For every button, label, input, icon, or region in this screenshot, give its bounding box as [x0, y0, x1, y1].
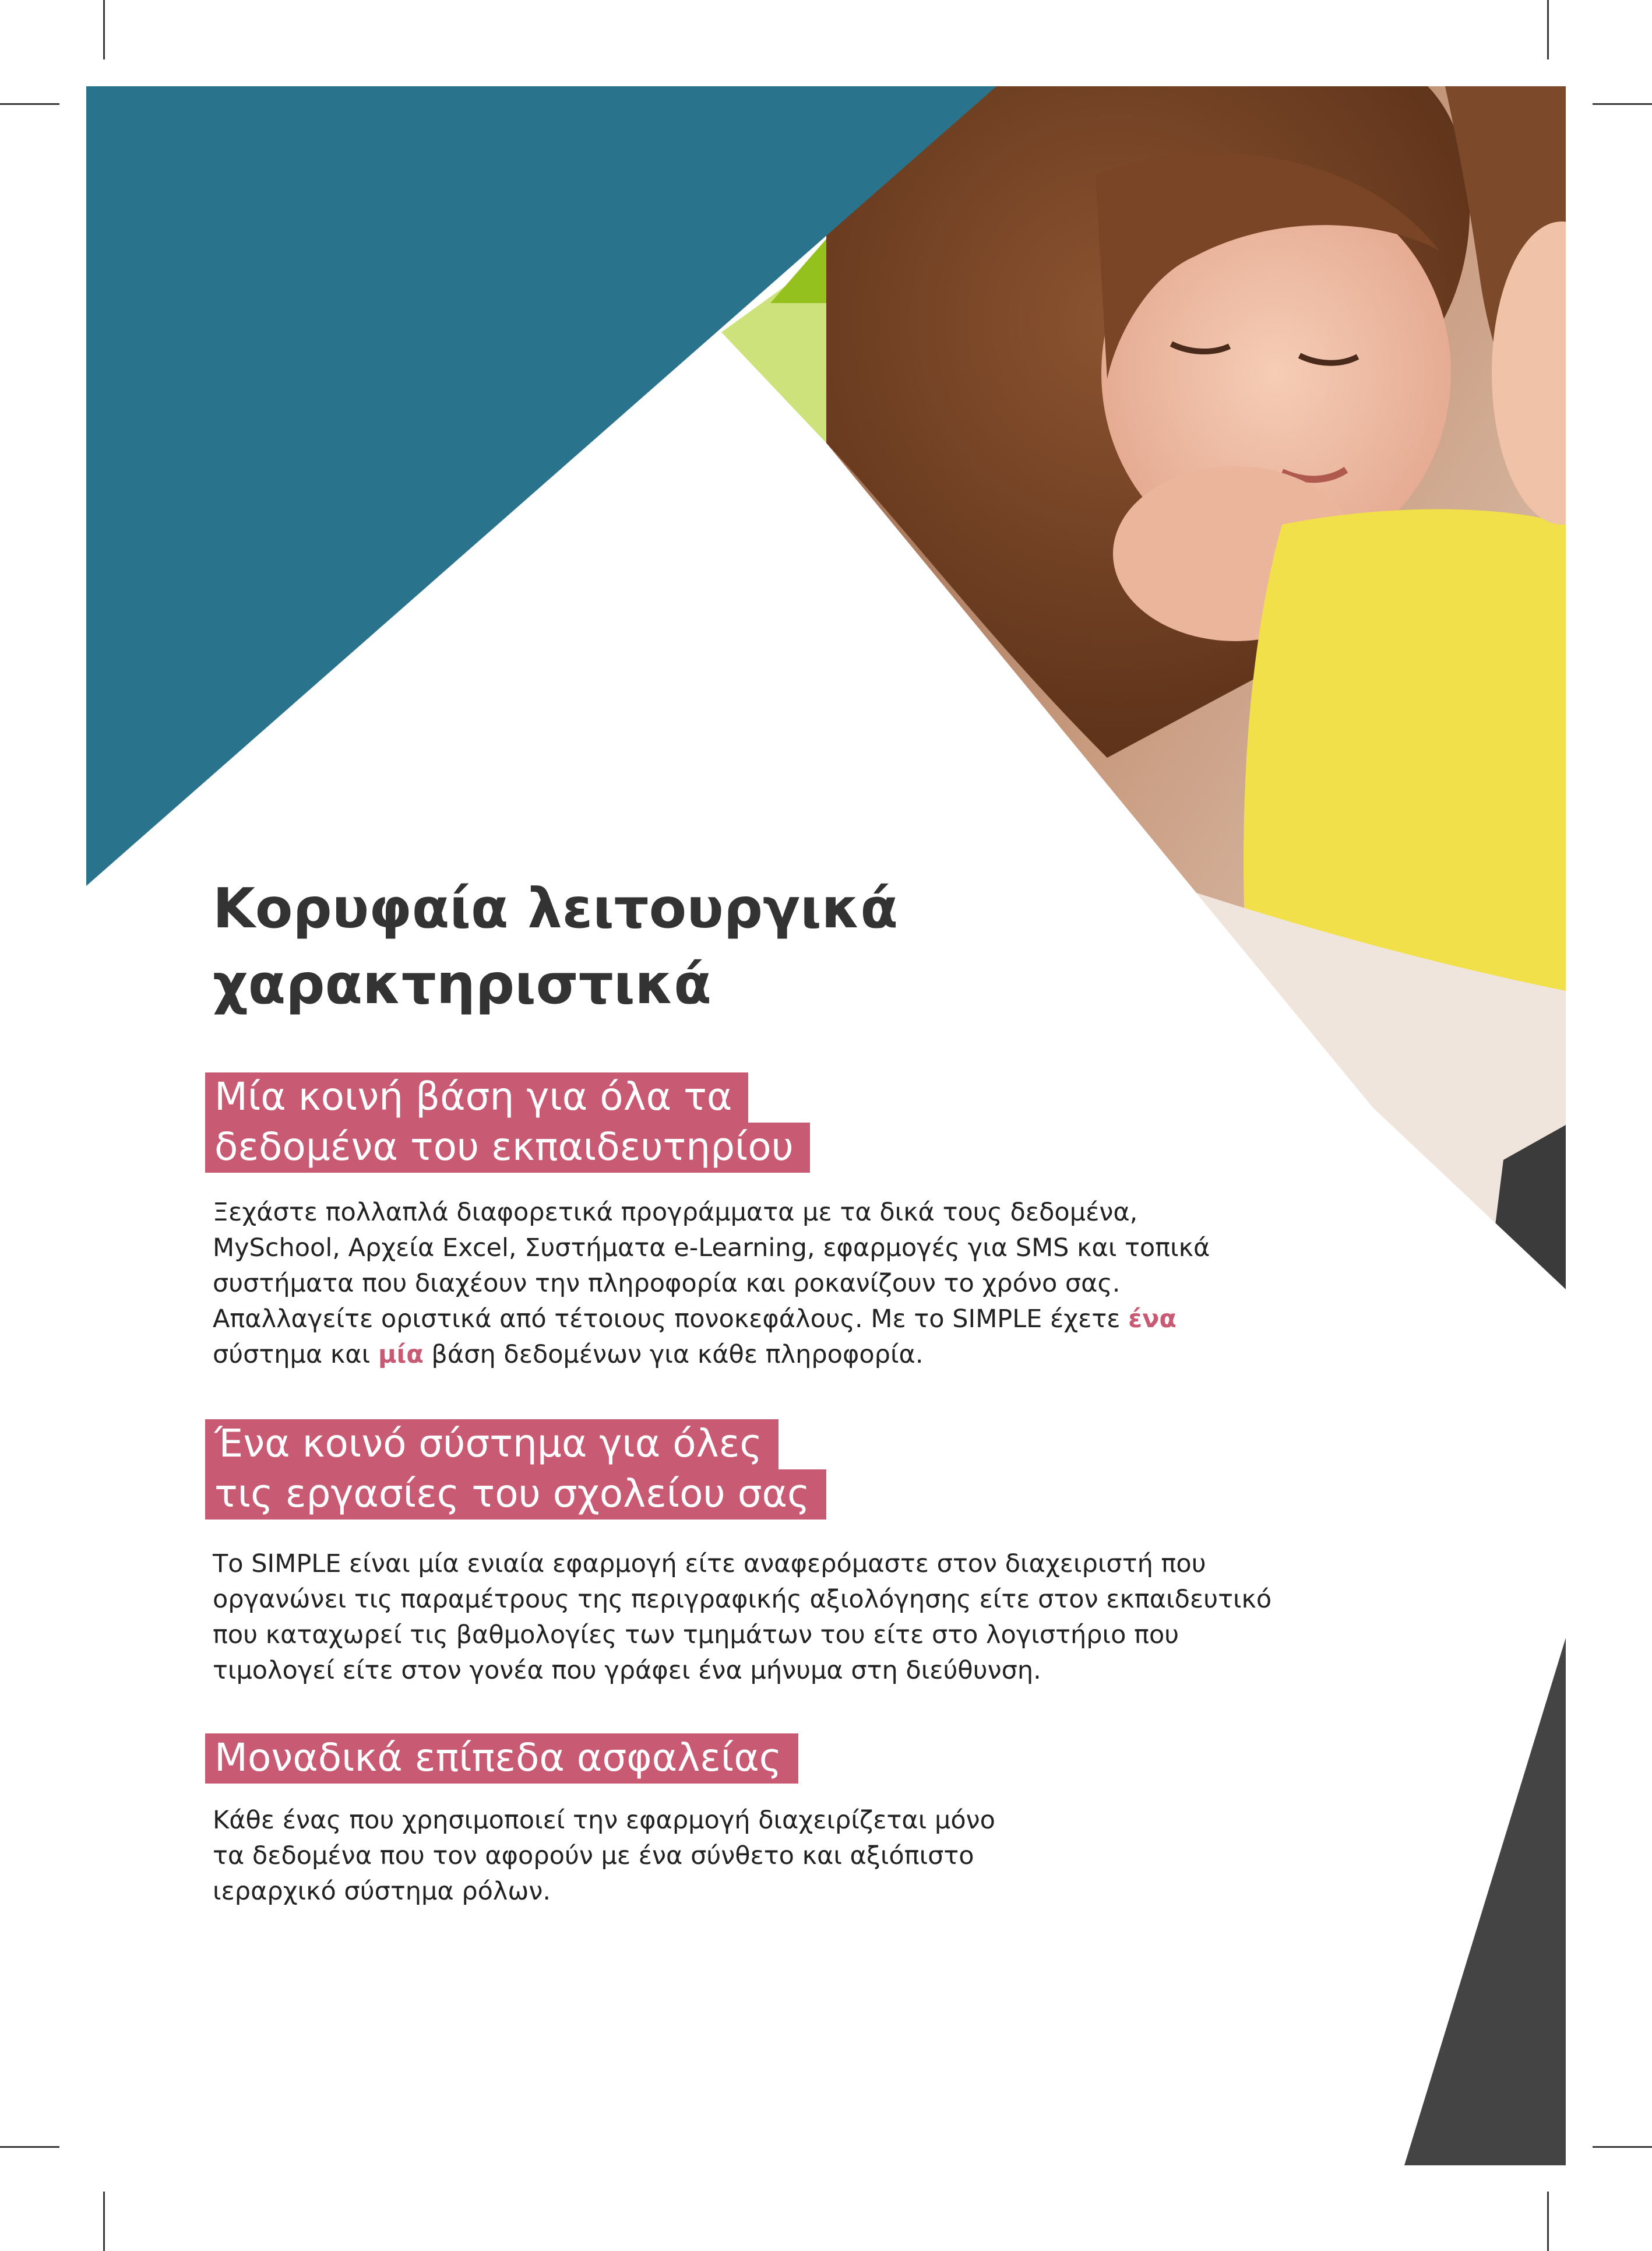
section-heading-shared-database [205, 1072, 810, 1173]
section-heading-security-levels [205, 1733, 798, 1784]
section-body-security-levels [213, 1803, 995, 1909]
dark-triangle [1404, 1638, 1566, 2165]
body-line: συστήματα που διαχέουν την πληροφορία και ροκανίζουν το χρόνο σας. [213, 1269, 1121, 1298]
body-line: Το SIMPLE είναι μία ενιαία εφαρμογή είτε αναφερόμαστε στον διαχειριστή που [213, 1549, 1206, 1578]
section-heading-line: δεδομένα του εκπαιδευτηρίου [205, 1123, 810, 1173]
page-title-line-2: χαρακτηριστικά [213, 953, 711, 1017]
body-line [213, 1302, 1210, 1337]
section-body-shared-system [213, 1546, 1271, 1689]
body-line: ιεραρχικό σύστημα ρόλων. [213, 1877, 551, 1906]
page-title-line-1: Κορυφαία λειτουργικά [213, 877, 899, 941]
section-heading-line: τις εργασίες του σχολείου σας [205, 1469, 826, 1520]
body-line: Κάθε ένας που χρησιμοποιεί την εφαρμογή διαχειρίζεται μόνο [213, 1806, 995, 1835]
body-line: MySchool, Αρχεία Excel, Συστήματα e-Learning, εφαρμογές για SMS και τοπικά [213, 1233, 1210, 1262]
section-heading-line: Ένα κοινό σύστημα για όλες [205, 1419, 779, 1469]
body-line: οργανώνει τις παραμέτρους της περιγραφικής αξιολόγησης είτε στον εκπαιδευτικό [213, 1585, 1272, 1614]
section-heading-line: Μοναδικά επίπεδα ασφαλείας [205, 1733, 798, 1784]
children-reading-photo [826, 86, 1632, 1289]
body-text-segment: Απαλλαγείτε οριστικά από τέτοιους πονοκεφάλους. Με το SIMPLE έχετε [213, 1304, 1129, 1334]
body-line: Ξεχάστε πολλαπλά διαφορετικά προγράμματα με τα δικά τους δεδομένα, [213, 1198, 1138, 1227]
page-title [213, 871, 1087, 1023]
body-line: τα δεδομένα που τον αφορούν με ένα σύνθετο και αξιόπιστο [213, 1841, 974, 1870]
section-heading-line: Μία κοινή βάση για όλα τα [205, 1072, 748, 1123]
emphasis-one-database: μία [378, 1340, 424, 1369]
teal-triangle [86, 86, 996, 886]
emphasis-one-system: ένα [1128, 1304, 1177, 1334]
body-line: τιμολογεί είτε στον γονέα που γράφει ένα μήνυμα στη διεύθυνση. [213, 1656, 1041, 1685]
section-body-shared-database [213, 1195, 1210, 1373]
body-line [213, 1337, 1210, 1373]
body-text-segment: σύστημα και [213, 1340, 378, 1369]
body-text-segment: βάση δεδομένων για κάθε πληροφορία. [423, 1340, 924, 1369]
section-heading-shared-system [205, 1419, 826, 1520]
body-line: που καταχωρεί τις βαθμολογίες των τμημάτων του είτε στο λογιστήριο που [213, 1620, 1179, 1649]
